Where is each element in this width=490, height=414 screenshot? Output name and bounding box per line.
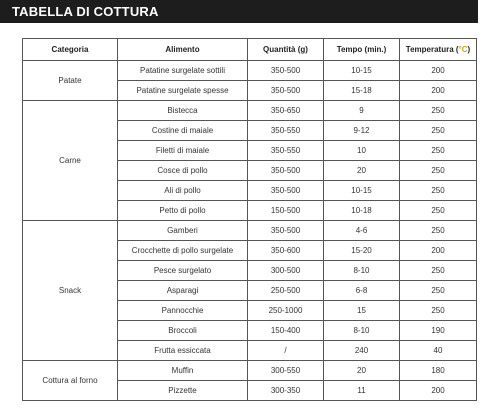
temperature-cell: 250 bbox=[400, 281, 477, 301]
temperature-cell: 250 bbox=[400, 301, 477, 321]
food-cell: Muffin bbox=[118, 361, 248, 381]
time-cell: 15 bbox=[324, 301, 400, 321]
food-cell: Pannocchie bbox=[118, 301, 248, 321]
temperature-cell: 250 bbox=[400, 141, 477, 161]
time-cell: 6-8 bbox=[324, 281, 400, 301]
temperature-cell: 200 bbox=[400, 241, 477, 261]
header-tempo: Tempo (min.) bbox=[324, 39, 400, 61]
quantity-cell: 150-400 bbox=[248, 321, 324, 341]
table-body bbox=[23, 61, 477, 401]
cooking-table bbox=[22, 38, 477, 401]
quantity-cell: 250-1000 bbox=[248, 301, 324, 321]
quantity-cell: 350-500 bbox=[248, 221, 324, 241]
temperature-cell: 250 bbox=[400, 161, 477, 181]
food-cell: Ali di pollo bbox=[118, 181, 248, 201]
category-cell: Patate bbox=[23, 61, 118, 101]
header-quantita: Quantità (g) bbox=[248, 39, 324, 61]
temperature-cell: 250 bbox=[400, 201, 477, 221]
quantity-cell: / bbox=[248, 341, 324, 361]
temperature-cell: 250 bbox=[400, 121, 477, 141]
food-cell: Costine di maiale bbox=[118, 121, 248, 141]
quantity-cell: 350-550 bbox=[248, 121, 324, 141]
time-cell: 10-15 bbox=[324, 61, 400, 81]
quantity-cell: 350-650 bbox=[248, 101, 324, 121]
food-cell: Broccoli bbox=[118, 321, 248, 341]
time-cell: 20 bbox=[324, 361, 400, 381]
header-categoria: Categoria bbox=[23, 39, 118, 61]
food-cell: Patatine surgelate sottili bbox=[118, 61, 248, 81]
header-temperatura-label: Temperatura ( bbox=[405, 45, 459, 54]
header-alimento: Alimento bbox=[118, 39, 248, 61]
time-cell: 240 bbox=[324, 341, 400, 361]
time-cell: 10-18 bbox=[324, 201, 400, 221]
page-title: TABELLA DI COTTURA bbox=[0, 0, 478, 23]
time-cell: 11 bbox=[324, 381, 400, 401]
quantity-cell: 350-500 bbox=[248, 161, 324, 181]
quantity-cell: 300-550 bbox=[248, 361, 324, 381]
table-row bbox=[23, 101, 477, 121]
food-cell: Cosce di pollo bbox=[118, 161, 248, 181]
table-row bbox=[23, 361, 477, 381]
time-cell: 4-6 bbox=[324, 221, 400, 241]
category-cell: Cottura al forno bbox=[23, 361, 118, 401]
quantity-cell: 150-500 bbox=[248, 201, 324, 221]
celsius-unit: °C bbox=[458, 45, 468, 54]
quantity-cell: 350-550 bbox=[248, 141, 324, 161]
time-cell: 15-20 bbox=[324, 241, 400, 261]
temperature-cell: 250 bbox=[400, 261, 477, 281]
temperature-cell: 40 bbox=[400, 341, 477, 361]
table-row bbox=[23, 221, 477, 241]
header-temperatura-close: ) bbox=[467, 45, 471, 54]
quantity-cell: 300-500 bbox=[248, 261, 324, 281]
food-cell: Patatine surgelate spesse bbox=[118, 81, 248, 101]
food-cell: Pizzette bbox=[118, 381, 248, 401]
food-cell: Crocchette di pollo surgelate bbox=[118, 241, 248, 261]
time-cell: 9 bbox=[324, 101, 400, 121]
category-cell: Snack bbox=[23, 221, 118, 361]
food-cell: Asparagi bbox=[118, 281, 248, 301]
table-header-row bbox=[23, 39, 477, 61]
food-cell: Gamberi bbox=[118, 221, 248, 241]
quantity-cell: 350-500 bbox=[248, 81, 324, 101]
time-cell: 15-18 bbox=[324, 81, 400, 101]
food-cell: Frutta essiccata bbox=[118, 341, 248, 361]
quantity-cell: 350-500 bbox=[248, 181, 324, 201]
temperature-cell: 180 bbox=[400, 361, 477, 381]
quantity-cell: 350-500 bbox=[248, 61, 324, 81]
temperature-cell: 250 bbox=[400, 101, 477, 121]
temperature-cell: 200 bbox=[400, 381, 477, 401]
quantity-cell: 350-600 bbox=[248, 241, 324, 261]
temperature-cell: 200 bbox=[400, 81, 477, 101]
header-temperatura bbox=[400, 39, 477, 61]
quantity-cell: 300-350 bbox=[248, 381, 324, 401]
time-cell: 8-10 bbox=[324, 321, 400, 341]
time-cell: 8-10 bbox=[324, 261, 400, 281]
food-cell: Filetti di maiale bbox=[118, 141, 248, 161]
table-row bbox=[23, 61, 477, 81]
time-cell: 10-15 bbox=[324, 181, 400, 201]
temperature-cell: 250 bbox=[400, 181, 477, 201]
food-cell: Petto di pollo bbox=[118, 201, 248, 221]
quantity-cell: 250-500 bbox=[248, 281, 324, 301]
time-cell: 9-12 bbox=[324, 121, 400, 141]
category-cell: Carne bbox=[23, 101, 118, 221]
time-cell: 10 bbox=[324, 141, 400, 161]
time-cell: 20 bbox=[324, 161, 400, 181]
temperature-cell: 200 bbox=[400, 61, 477, 81]
food-cell: Pesce surgelato bbox=[118, 261, 248, 281]
temperature-cell: 190 bbox=[400, 321, 477, 341]
temperature-cell: 250 bbox=[400, 221, 477, 241]
food-cell: Bistecca bbox=[118, 101, 248, 121]
